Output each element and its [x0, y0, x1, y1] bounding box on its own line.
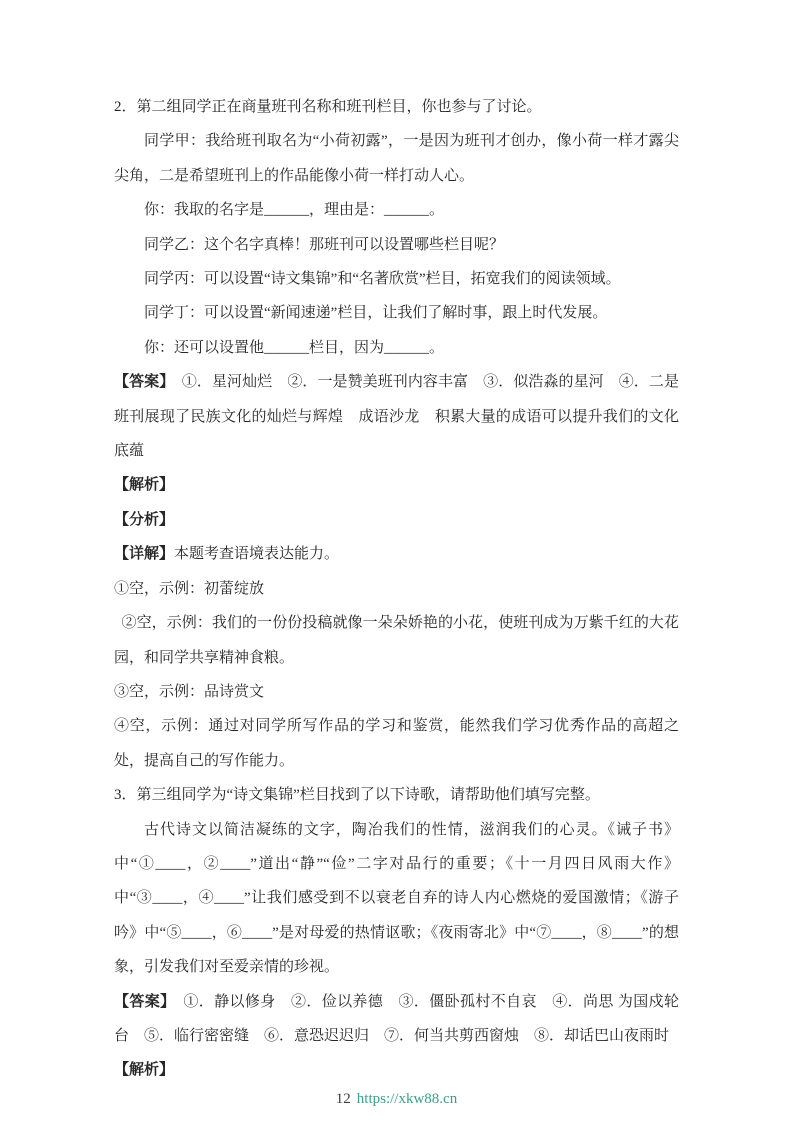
- sample-answer-blank-4: [114, 709, 679, 778]
- answer-label: 【答案】: [114, 993, 168, 1010]
- dialog-classmate-yi: [114, 228, 679, 262]
- paragraph-text: 本题考查语境表达能力。: [174, 546, 340, 563]
- paragraph-text: ④空，示例：通过对同学所写作品的学习和鉴赏，能然我们学习优秀作品的高超之处，提高自己的写作能力。: [114, 718, 679, 769]
- dialog-classmate-ding: [114, 296, 679, 330]
- paragraph-text: 你：我取的名字是______，理由是：______。: [144, 202, 445, 219]
- jiexi-label: 【解析】: [114, 477, 175, 494]
- paragraph-text: 同学甲：我给班刊取名为“小荷初露”，一是因为班刊才创办，像小荷一样才露尖尖角，二是希望班刊上的作品能像小荷一样打动人心。: [114, 133, 679, 184]
- answer-text: ①．静以修身 ②．俭以养德 ③．僵卧孤村不自哀 ④．尚思 为国戍轮台 ⑤．临行密密缝 ⑥．意恐迟迟归 ⑦．何当共剪西窗烛 ⑧．却话巴山夜雨时: [114, 993, 679, 1044]
- paragraph-text: 同学丙：可以设置“诗文集锦”和“名著欣赏”栏目，拓宽我们的阅读领域。: [144, 271, 621, 288]
- question-3-passage: [114, 813, 679, 985]
- xiangjie-label: 【详解】: [114, 546, 175, 563]
- xiangjie-q2: [114, 537, 679, 571]
- jiexi-label: 【解析】: [114, 1062, 175, 1079]
- dialog-you-blank-2: [114, 331, 679, 365]
- jiexi-heading-q2: [114, 468, 679, 502]
- page-number: 12: [335, 1091, 351, 1107]
- sample-answer-blank-2: [114, 606, 679, 675]
- question-2-stem: [114, 90, 679, 124]
- dialog-you-blank-1: [114, 193, 679, 227]
- watermark-link[interactable]: https://xkw88.cn: [356, 1091, 458, 1107]
- answer-question-3: [114, 985, 679, 1054]
- paragraph-text: ①空，示例：初蕾绽放: [114, 580, 265, 597]
- dialog-classmate-bing: [114, 262, 679, 296]
- sample-answer-blank-3: [114, 675, 679, 709]
- dialog-classmate-jia: [114, 124, 679, 193]
- answer-question-2: [114, 365, 679, 468]
- jiexi-heading-q3: [114, 1053, 679, 1087]
- paragraph-text: 你：还可以设置他______栏目，因为______。: [144, 339, 445, 356]
- paragraph-text: 2．第二组同学正在商量班刊名称和班刊栏目，你也参与了讨论。: [114, 99, 542, 115]
- paragraph-text: 同学乙：这个名字真棒！那班刊可以设置哪些栏目呢？: [144, 236, 505, 253]
- paragraph-text: 3．第三组同学为“诗文集锦”栏目找到了以下诗歌，请帮助他们填写完整。: [114, 787, 600, 804]
- paragraph-text: ②空，示例：我们的一份份投稿就像一朵朵娇艳的小花，使班刊成为万紫千红的大花园，和同学共享精神食粮。: [114, 615, 679, 666]
- answer-text: ①．星河灿烂 ②．一是赞美班刊内容丰富 ③．似浩淼的星河 ④．二是班刊展现了民族文化的灿烂与辉煌 成语沙龙 积累大量的成语可以提升我们的文化底蕴: [114, 374, 679, 460]
- page-footer: [0, 1091, 793, 1108]
- question-3-stem: [114, 778, 679, 812]
- fenxi-label: 【分析】: [114, 511, 175, 528]
- answer-label: 【答案】: [114, 374, 167, 391]
- fenxi-heading-q2: [114, 503, 679, 537]
- sample-answer-blank-1: [114, 572, 679, 606]
- paragraph-text: 同学丁：可以设置“新闻速递”栏目，让我们了解时事，跟上时代发展。: [144, 305, 608, 322]
- paragraph-text: 古代诗文以简洁凝练的文字，陶冶我们的性情，滋润我们的心灵。《诫子书》中“①____，②____”道出“静”“俭”二字对品行的重要；《十一月四日风雨大作》中“③____，④____”让我们感受到不以衰老自弃的诗人内心燃烧的爱国激情；《游子吟》中“⑤____，⑥____”是对母爱的热情讴歌；《夜雨寄北》中“⑦____，⑧____”的想象，引发我们对至爱亲情的珍视。: [114, 821, 679, 976]
- paragraph-text: ③空，示例：品诗赏文: [114, 683, 265, 700]
